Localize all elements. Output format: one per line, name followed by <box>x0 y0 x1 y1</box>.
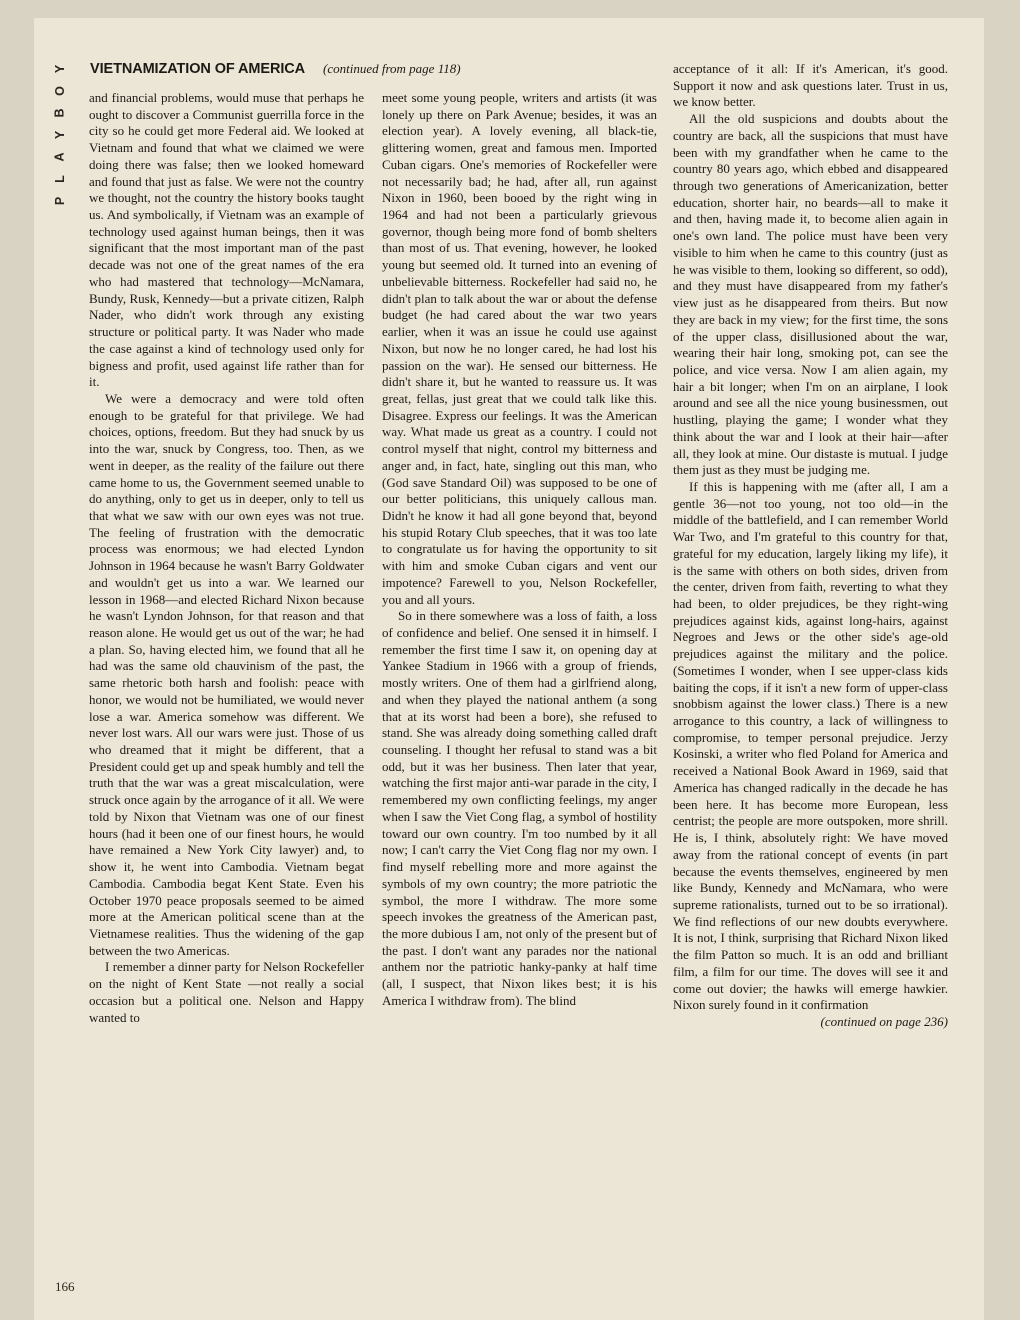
side-tab-letter: A <box>53 152 67 162</box>
page-number: 166 <box>55 1279 75 1294</box>
magazine-side-tab <box>50 58 70 212</box>
paragraph: I remember a dinner party for Nelson Rockefeller on the night of Kent State —not really a social occasion but a political one. Nelson and Happy wanted to <box>89 959 364 1025</box>
paragraph: If this is happening with me (after all, I am a gentle 36—not too young, not too old—in the middle of the battlefield, and I can remember World War Two, and I'm grateful to this country for that, grateful for my education, largely liking my life), it is the same with others on both sides, driven from the center, driven from faith, reverting to what they had been, to older prejudices, be they right-wing prejudices against kids, against long-hairs, against Negroes and Jews or the other side's age-old prejudices against the military and the police. (Sometimes I wonder, when I see upper-class kids baiting the cops, if it isn't a new form of upper-class snobbism against the lower class.) There is a new arrogance to this country, a lack of willingness to compromise, to temper personal prejudice. Jerzy Kosinski, a writer who fled Poland for America and received a National Book Award in 1969, said that America has changed radically in the decade he has been here. It has become more European, less centrist; the people are more outspoken, more shrill. He is, I think, absolutely right: We have moved away from the rational concept of events (in part because the events themselves, engineered by men like Bundy, Kennedy and McNamara, who were supreme rationalists, turned out to be so irrational). We find reflections of our new doubts everywhere. It is not, I think, surprising that Richard Nixon liked the film Patton so much. It is an odd and brilliant film, a film for our time. The doves will see it and come out dovier; the hawks will emerge hawkier. Nixon surely found in it confirmation <box>673 478 948 1013</box>
text-column-1 <box>89 90 364 1026</box>
article-title: VIETNAMIZATION OF AMERICA <box>90 61 305 77</box>
side-tab-letter: L <box>52 175 67 183</box>
article-heading <box>90 60 461 78</box>
paragraph: So in there somewhere was a loss of faith, a loss of confidence and belief. One sensed it in himself. I remember the first time I saw it, on opening day at Yankee Stadium in 1966 with a group of friends, mostly writers. One of them had a girlfriend along, and when they played the national anthem (a song that at its worst had been a bore), she refused to stand. She was already doing something called draft counseling. I thought her refusal to stand was a bit odd, but it was her business. Then later that year, watching the first major anti-war parade in the city, I remembered my own conflicting feelings, my anger when I saw the Viet Cong flag, a symbol of hostility toward our own country. I'm too numbed by it all now; I can't carry the Viet Cong flag nor my own. I find myself rebelling more and more against the symbols of my own country; the more patriotic the symbol, the more I withdraw. The more some speech invokes the greatness of the American past, the more dubious I am, not only of the present but of the past. I don't want any parades nor the national anthem nor the patriotic hanky-panky at half time (all, I suspect, that Nixon likes best; it is his America I withdraw from). The blind <box>382 608 657 1008</box>
paragraph: and financial problems, would muse that perhaps he ought to discover a Communist guerrilla force in the city so he could get more Federal aid. We looked at Vietnam and found that what we claimed we were doing there was false; then we looked homeward and found that just as false. We were not the country we thought, not the country the history books taught us. And symbolically, if Vietnam was an example of technology used against human beings, then it was significant that the most important man of the past decade was not one of the great names of the era who had mastered that technology—McNamara, Bundy, Rusk, Kennedy—but a private citizen, Ralph Nader, who didn't work through any existing structure or political party. It was Nader who made the case against a kind of technology used only for bigness and profit, used against life rather than for it. <box>89 90 364 390</box>
side-tab-letter: Y <box>53 130 67 140</box>
text-column-2 <box>382 90 657 1010</box>
paragraph: acceptance of it all: If it's American, it's good. Support it now and ask questions later. Trust in us, we know better. <box>673 61 948 110</box>
paragraph: We were a democracy and were told often enough to be grateful for that privilege. We had choices, options, freedom. But they had snuck by us into the war, snuck by Congress, too. Then, as we went in deeper, as the reality of the failure out there came home to us, the Government seemed unable to do anything, only to get us in deeper, only to tell us that what we saw with our own eyes was not true. The feeling of frustration with the democratic process was enormous; we had elected Lyndon Johnson in 1964 because he wasn't Barry Goldwater and wouldn't get us into a war. We learned our lesson in 1968—and elected Richard Nixon because he wasn't Lyndon Johnson, for that reason and that reason alone. He would get us out of the war; he had a plan. So, having elected him, we found that all he had was the same old chauvinism of the past, the same rhetoric both harsh and foolish: peace with honor, we would not be humiliated, we would never lose a war. America somehow was different. We never lost wars. All our wars were just. Those of us who dreamed that it might be different, that a President could get up and speak humbly and tell the truth that the war was a great miscalculation, were struck once again by the arrogance of it all. We were told by Nixon that Vietnam was one of our finest hours (had it been one of our finest hours, he would have remained a New York City lawyer) and, to show it, he went into Cambodia. Vietnam begat Cambodia. Cambodia begat Kent State. Even his October 1970 peace proposals seemed to be aimed more at the American political scene than at the Vietnamese realities. Thus the widening of the gap between the two Americas. <box>89 390 364 958</box>
text-column-3 <box>673 61 948 1031</box>
side-tab-letter: P <box>53 196 67 206</box>
continued-on-note: (continued on page 236) <box>820 1013 948 1029</box>
paragraph: All the old suspicions and doubts about the country are back, all the suspicions that must have been with my grandfather when he came to the country 80 years ago, which ebbed and disappeared through two generations of Americanization, better education, shorter hair, no beards—all to make it and then, having made it, to become alien again in one's own land. The police must have been very visible to him when he came to this country (just as he was visible to them, looking so different, so odd), and they must have disappeared from my father's view just as he disappeared from theirs. But now they are back in my view; for the first time, the sons of the upper class, disillusioned about the war, wearing their hair long, smoking pot, can see the police, and vice versa. Now I am alien again, my hair a bit longer; when I'm on an airplane, I look around and see all the nice young businessmen, out hustling, playing the game; I wonder what they think about the war and I look at their hair—after all, they look at mine. Our distaste is mutual. I judge them just as they must be judging me. <box>673 111 948 478</box>
side-tab-letter: B <box>53 108 67 118</box>
paragraph: meet some young people, writers and artists (it was lonely up there on Park Avenue; besides, it was an election year). A lovely evening, all black-tie, glittering women, great and famous men. Imported Cuban cigars. One's memories of Rockefeller were not necessarily bad; he had, after all, run against Nixon in 1960, been booed by the right wing in 1964 and had not been a particularly grievous governor, though being more fond of bomb shelters than most of us. That evening, however, he looked young but seemed old. It turned into an evening of unbelievable bitterness. Rockefeller had said no, he didn't plan to talk about the war or about the defense budget (he had cared about the war two years earlier, when it was an issue he could use against Nixon, but now he no longer cared, he had lost his passion on the war). He sensed our bitterness. He didn't share it, but he wanted to reassure us. It was great, fellas, just great that we could talk like this. Disagree. Express our feelings. It was the American way. What made us great as a country. I could not control myself that night, control my bitterness and anger and, in fact, hate, singling out this man, who (God save Standard Oil) was supposed to be one of our better politicians, this uniquely callous man. Didn't he know it had all gone beyond that, beyond his stupid Rotary Club speeches, that it was too late to congratulate us for having the opportunity to sit with him and smoke Cuban cigars and vent our impotence? Farewell to you, Nelson Rockefeller, you and all yours. <box>382 90 657 607</box>
side-tab-letter: O <box>52 86 67 96</box>
continued-from-note: (continued from page 118) <box>323 61 461 76</box>
side-tab-letter: Y <box>53 64 67 74</box>
